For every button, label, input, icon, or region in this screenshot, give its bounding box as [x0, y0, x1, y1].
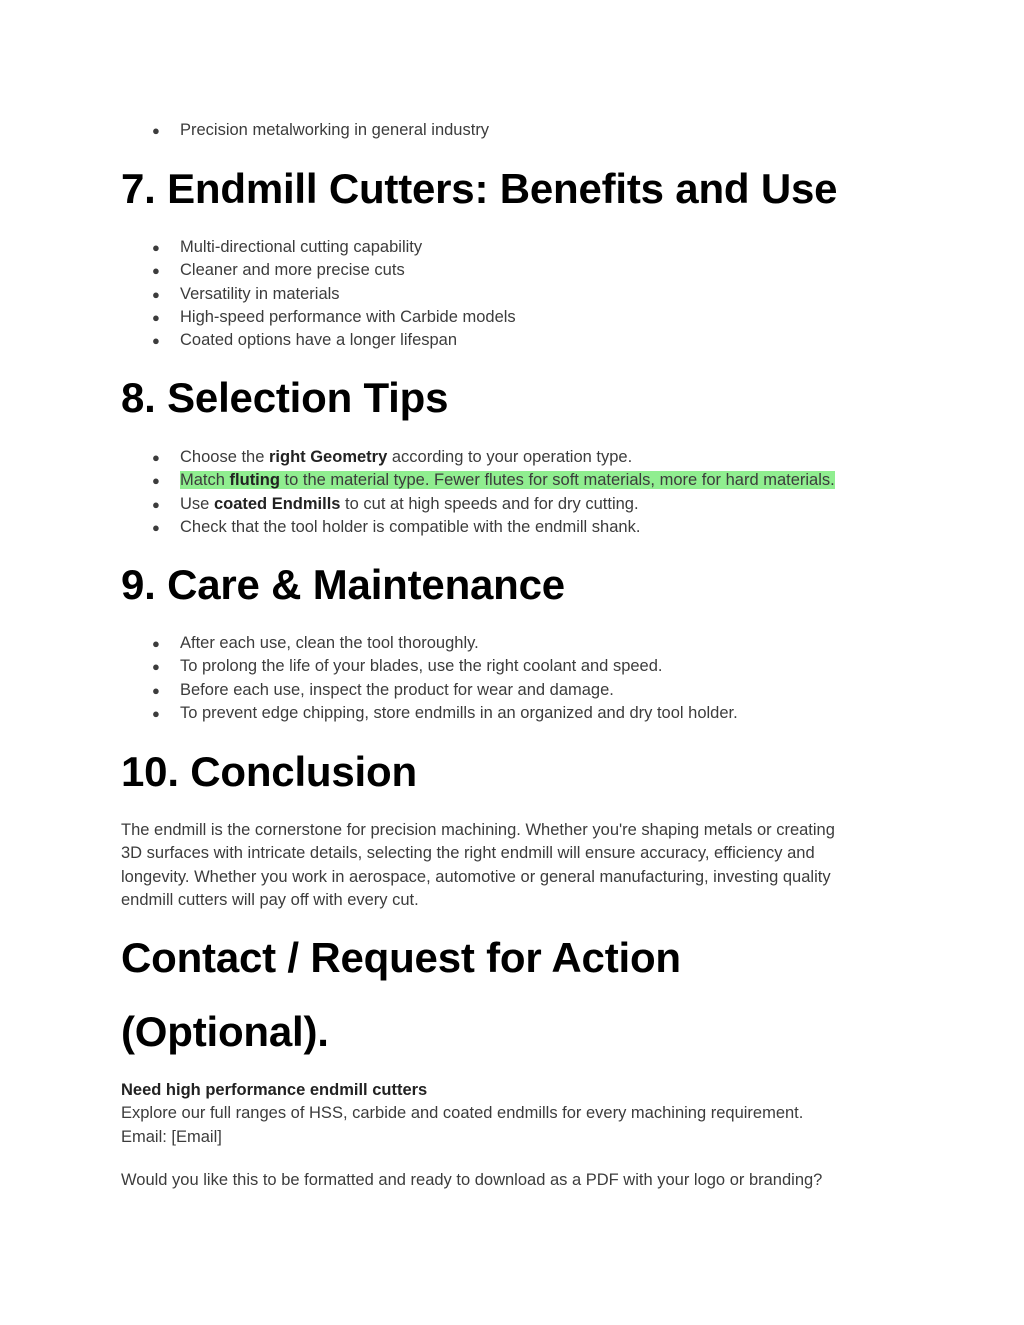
selection-tips-list: [121, 446, 835, 539]
list-item: ● Before each use, inspect the product for wear and damage.: [121, 679, 738, 702]
contact-heading: Contact / Request for Action: [121, 934, 681, 981]
bullet-icon: ●: [152, 473, 160, 489]
highlight: Match fluting to the material type. Fewer flutes for soft materials, more for hard materials.: [180, 471, 835, 490]
bullet-icon: ●: [152, 682, 160, 698]
bullet-icon: ●: [152, 240, 160, 255]
intro-list: [121, 119, 489, 142]
list-item: ● Precision metalworking in general industry: [121, 119, 489, 142]
bullet-icon: ●: [152, 286, 160, 302]
bullet-icon: ●: [152, 333, 160, 349]
bullet-icon: ●: [152, 450, 160, 465]
list-item: ● Cleaner and more precise cuts: [121, 259, 516, 282]
list-item: ● To prolong the life of your blades, use the right coolant and speed.: [121, 655, 738, 678]
list-item: ● Coated options have a longer lifespan: [121, 329, 516, 352]
section-heading-care: 9. Care & Maintenance: [121, 561, 565, 608]
section-heading-conclusion: 10. Conclusion: [121, 748, 417, 795]
list-item: ● Versatility in materials: [121, 283, 516, 306]
bullet-icon: ●: [152, 263, 160, 279]
list-item: ● High-speed performance with Carbide models: [121, 306, 516, 329]
care-list: [121, 632, 738, 725]
list-item: ● Multi-directional cutting capability: [121, 236, 516, 259]
bullet-icon: ●: [152, 309, 160, 325]
email-placeholder: Email: [Email]: [121, 1127, 222, 1146]
closing-question: Would you like this to be formatted and ready to download as a PDF with your logo or branding?: [121, 1171, 823, 1189]
benefits-list: [121, 236, 516, 352]
section-heading-selection-tips: 8. Selection Tips: [121, 374, 449, 421]
contact-heading-optional: (Optional).: [121, 1008, 329, 1055]
bullet-icon: ●: [152, 659, 160, 675]
list-item: ● Choose the right Geometry according to your operation type.: [121, 446, 835, 469]
bullet-icon: ●: [152, 705, 160, 721]
list-item: ● Use coated Endmills to cut at high speeds and for dry cutting.: [121, 493, 835, 516]
list-item: ● Check that the tool holder is compatible with the endmill shank.: [121, 516, 835, 539]
bullet-icon: ●: [152, 496, 160, 512]
list-item: ● To prevent edge chipping, store endmills in an organized and dry tool holder.: [121, 702, 738, 725]
list-item-highlighted: [121, 469, 835, 492]
list-item: ● After each use, clean the tool thoroughly.: [121, 632, 738, 655]
conclusion-paragraph: The endmill is the cornerstone for precision machining. Whether you're shaping metals or creating 3D surfaces with intricate details, selecting the right endmill will ensure accuracy, efficiency and longevity. Whether you work in aerospace, automotive or general manufacturing, investing quality endmill cutters will pay off with every cut.: [121, 821, 835, 909]
contact-paragraph: Need high performance endmill cutters Explore our full ranges of HSS, carbide and coated endmills for every machining requirement. Email: [Email]: [121, 1081, 804, 1146]
bullet-icon: ●: [152, 123, 160, 138]
bullet-icon: ●: [152, 519, 160, 535]
section-heading-benefits: 7. Endmill Cutters: Benefits and Use: [121, 165, 838, 212]
bullet-icon: ●: [152, 636, 160, 651]
